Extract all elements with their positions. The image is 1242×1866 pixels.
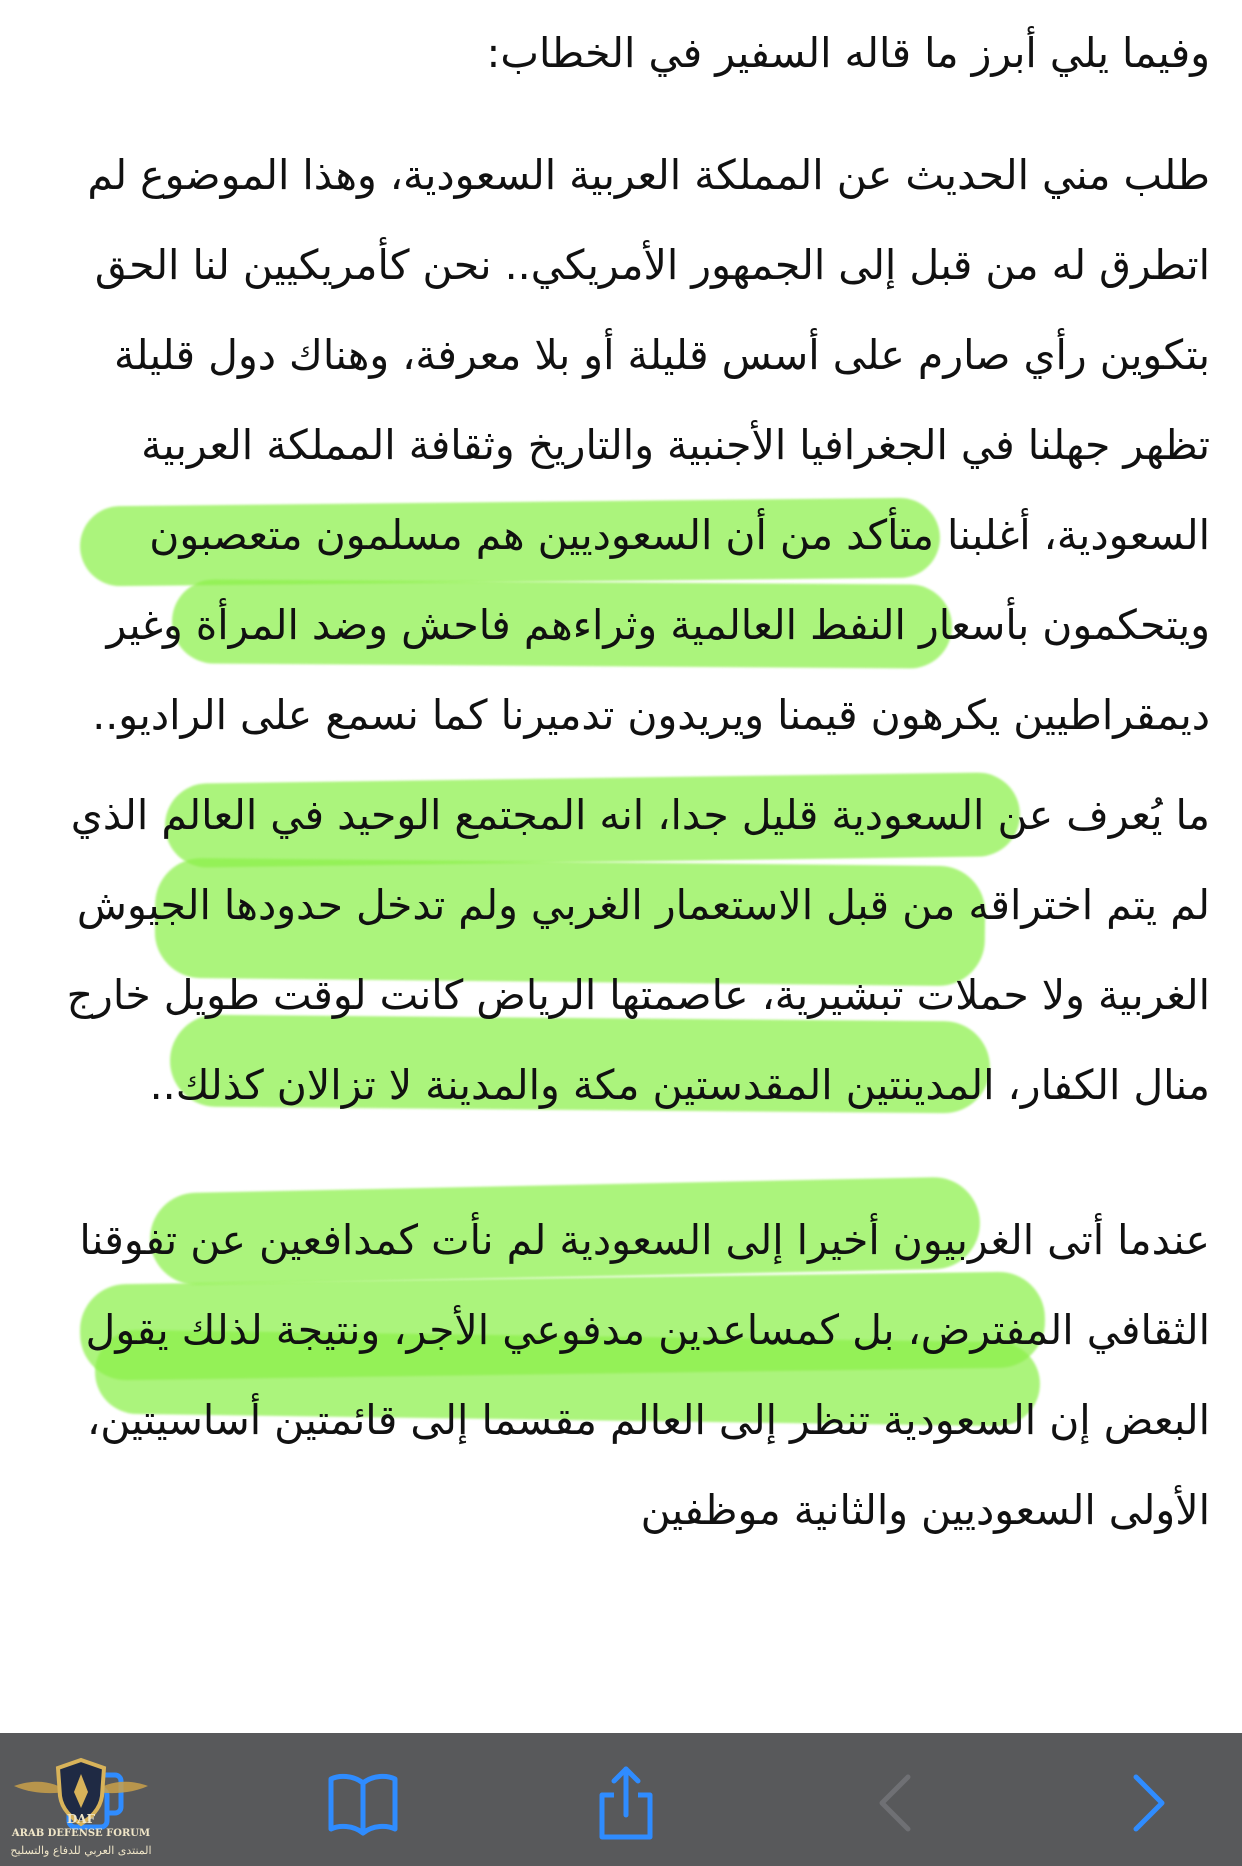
watermark-logo	[6, 1752, 156, 1864]
browser-toolbar	[0, 1733, 1242, 1866]
forward-chevron-icon[interactable]	[1108, 1763, 1188, 1843]
watermark-name-ar: المنتدى العربي للدفاع والتسليح	[10, 1844, 152, 1857]
article-paragraph: ما يُعرف عن السعودية قليل جدا، انه المجتمع الوحيد في العالم الذي لم يتم اختراقه من قبل الاستعمار الغربي ولم تدخل حدودها الجيوش الغربية ولا حملات تبشيرية، عاصمتها الرياض كانت لوقت طويل خارج منال الكفار، المدينتين المقدستين مكة والمدينة لا تزالان كذلك..	[66, 791, 1210, 1109]
article-paragraph: عندما أتى الغربيون أخيرا إلى السعودية لم نأت كمدافعين عن تفوقنا الثقافي المفترض، بل كمساعدين مدفوعي الأجر، ونتيجة لذلك يقول البعض إن السعودية تنظر إلى العالم مقسما إلى قائمتين أساسيتين، الأولى السعوديين والثانية موظفين	[79, 1216, 1210, 1534]
watermark-abbrev: DAF	[66, 1812, 96, 1826]
article-paragraph: طلب مني الحديث عن المملكة العربية السعودية، وهذا الموضوع لم اتطرق له من قبل إلى الجمهور الأمريكي.. نحن كأمريكيين لنا الحق بتكوين رأي صارم على أسس قليلة أو بلا معرفة، وهناك دول قليلة تظهر جهلنا في الجغرافيا الأجنبية والتاريخ وثقافة المملكة العربية السعودية، أغلبنا متأكد من أن السعوديين هم مسلمون متعصبون ويتحكمون بأسعار النفط العالمية وثراءهم فاحش وضد المرأة وغير ديمقراطيين يكرهون قيمنا ويريدون تدميرنا كما نسمع على الراديو..	[87, 151, 1210, 739]
watermark-name-en: ARAB DEFENSE FORUM	[11, 1828, 151, 1839]
back-chevron-icon[interactable]	[856, 1763, 936, 1843]
share-icon[interactable]	[586, 1763, 666, 1843]
intro-paragraph: وفيما يلي أبرز ما قاله السفير في الخطاب:	[486, 29, 1210, 77]
bookmarks-icon[interactable]	[323, 1763, 403, 1843]
